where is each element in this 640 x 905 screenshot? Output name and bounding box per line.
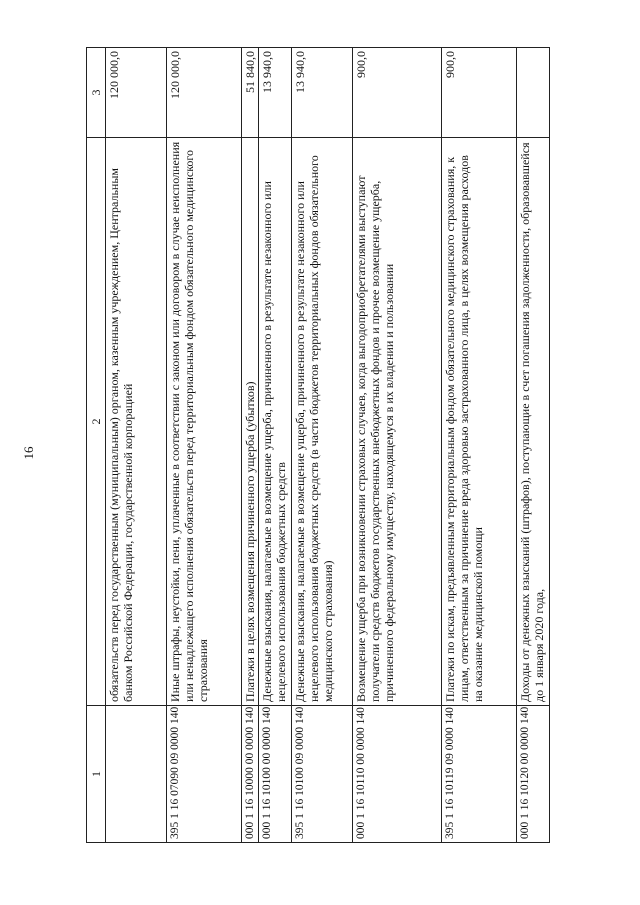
amount-cell bbox=[517, 48, 550, 138]
budget-code-cell: 000 1 16 10100 00 0000 140 bbox=[259, 706, 292, 843]
budget-code-cell bbox=[106, 706, 167, 843]
amount-cell: 900,0 bbox=[353, 48, 442, 138]
column-header-amount: 3 bbox=[87, 48, 106, 138]
description-cell: Денежные взыскания, налагаемые в возмещение ущерба, причиненного в результате незаконного или нецелевого использования бюджетных средств (в части бюджетов территориальных фондов обязательного медицинского страхования) bbox=[292, 138, 353, 706]
budget-code-cell: 395 1 16 10100 09 0000 140 bbox=[292, 706, 353, 843]
description-cell: Платежи по искам, предъявленным территориальным фондом обязательного медицинского страхования, к лицам, ответственным за причинение вреда здоровью застрахованного лица, в целях возмещения расходов на оказание медицинской помощи bbox=[442, 138, 517, 706]
table-row bbox=[242, 48, 259, 843]
table-row bbox=[167, 48, 242, 843]
column-header-description: 2 bbox=[87, 138, 106, 706]
description-cell: Иные штрафы, неустойки, пени, уплаченные в соответствии с законом или договором в случае неисполнения или ненадлежащего исполнения обязательств перед территориальным фондом обязательного медицинского страхования bbox=[167, 138, 242, 706]
budget-code-cell: 000 1 16 10120 00 0000 140 bbox=[517, 706, 550, 843]
table-row bbox=[259, 48, 292, 843]
description-cell: Денежные взыскания, налагаемые в возмещение ущерба, причиненного в результате незаконного или нецелевого использования бюджетных средств bbox=[259, 138, 292, 706]
budget-code-cell: 395 1 16 10119 09 0000 140 bbox=[442, 706, 517, 843]
rotated-table-container bbox=[86, 48, 546, 843]
table-row bbox=[517, 48, 550, 843]
budget-revenue-table bbox=[86, 47, 550, 843]
description-cell: Платежи в целях возмещения причиненного ущерба (убытков) bbox=[242, 138, 259, 706]
amount-cell: 900,0 bbox=[442, 48, 517, 138]
amount-cell: 51 840,0 bbox=[242, 48, 259, 138]
description-cell: Доходы от денежных взысканий (штрафов), поступающие в счет погашения задолженности, образовавшейся до 1 января 2020 года, bbox=[517, 138, 550, 706]
amount-cell: 120 000,0 bbox=[167, 48, 242, 138]
amount-cell: 13 940,0 bbox=[259, 48, 292, 138]
table-row bbox=[353, 48, 442, 843]
table-row bbox=[442, 48, 517, 843]
description-cell: Возмещение ущерба при возникновении страховых случаев, когда выгодоприобретателями выступают получатели средств бюджетов государственных внебюджетных фондов и прочее возмещение ущерба, причиненного федеральному имуществу, находящемуся в их владении и пользовании bbox=[353, 138, 442, 706]
table-header-row bbox=[87, 48, 106, 843]
budget-code-cell: 000 1 16 10000 00 0000 140 bbox=[242, 706, 259, 843]
amount-cell: 13 940,0 bbox=[292, 48, 353, 138]
table-row bbox=[106, 48, 167, 843]
budget-code-cell: 395 1 16 07090 09 0000 140 bbox=[167, 706, 242, 843]
column-header-code: 1 bbox=[87, 706, 106, 843]
amount-cell: 120 000,0 bbox=[106, 48, 167, 138]
description-cell: обязательств перед государственным (муниципальным) органом, казенным учреждением, Центральным банком Российской Федерации, государственной корпорацией bbox=[106, 138, 167, 706]
budget-code-cell: 000 1 16 10110 00 0000 140 bbox=[353, 706, 442, 843]
table-row bbox=[292, 48, 353, 843]
page-number: 16 bbox=[21, 446, 36, 460]
